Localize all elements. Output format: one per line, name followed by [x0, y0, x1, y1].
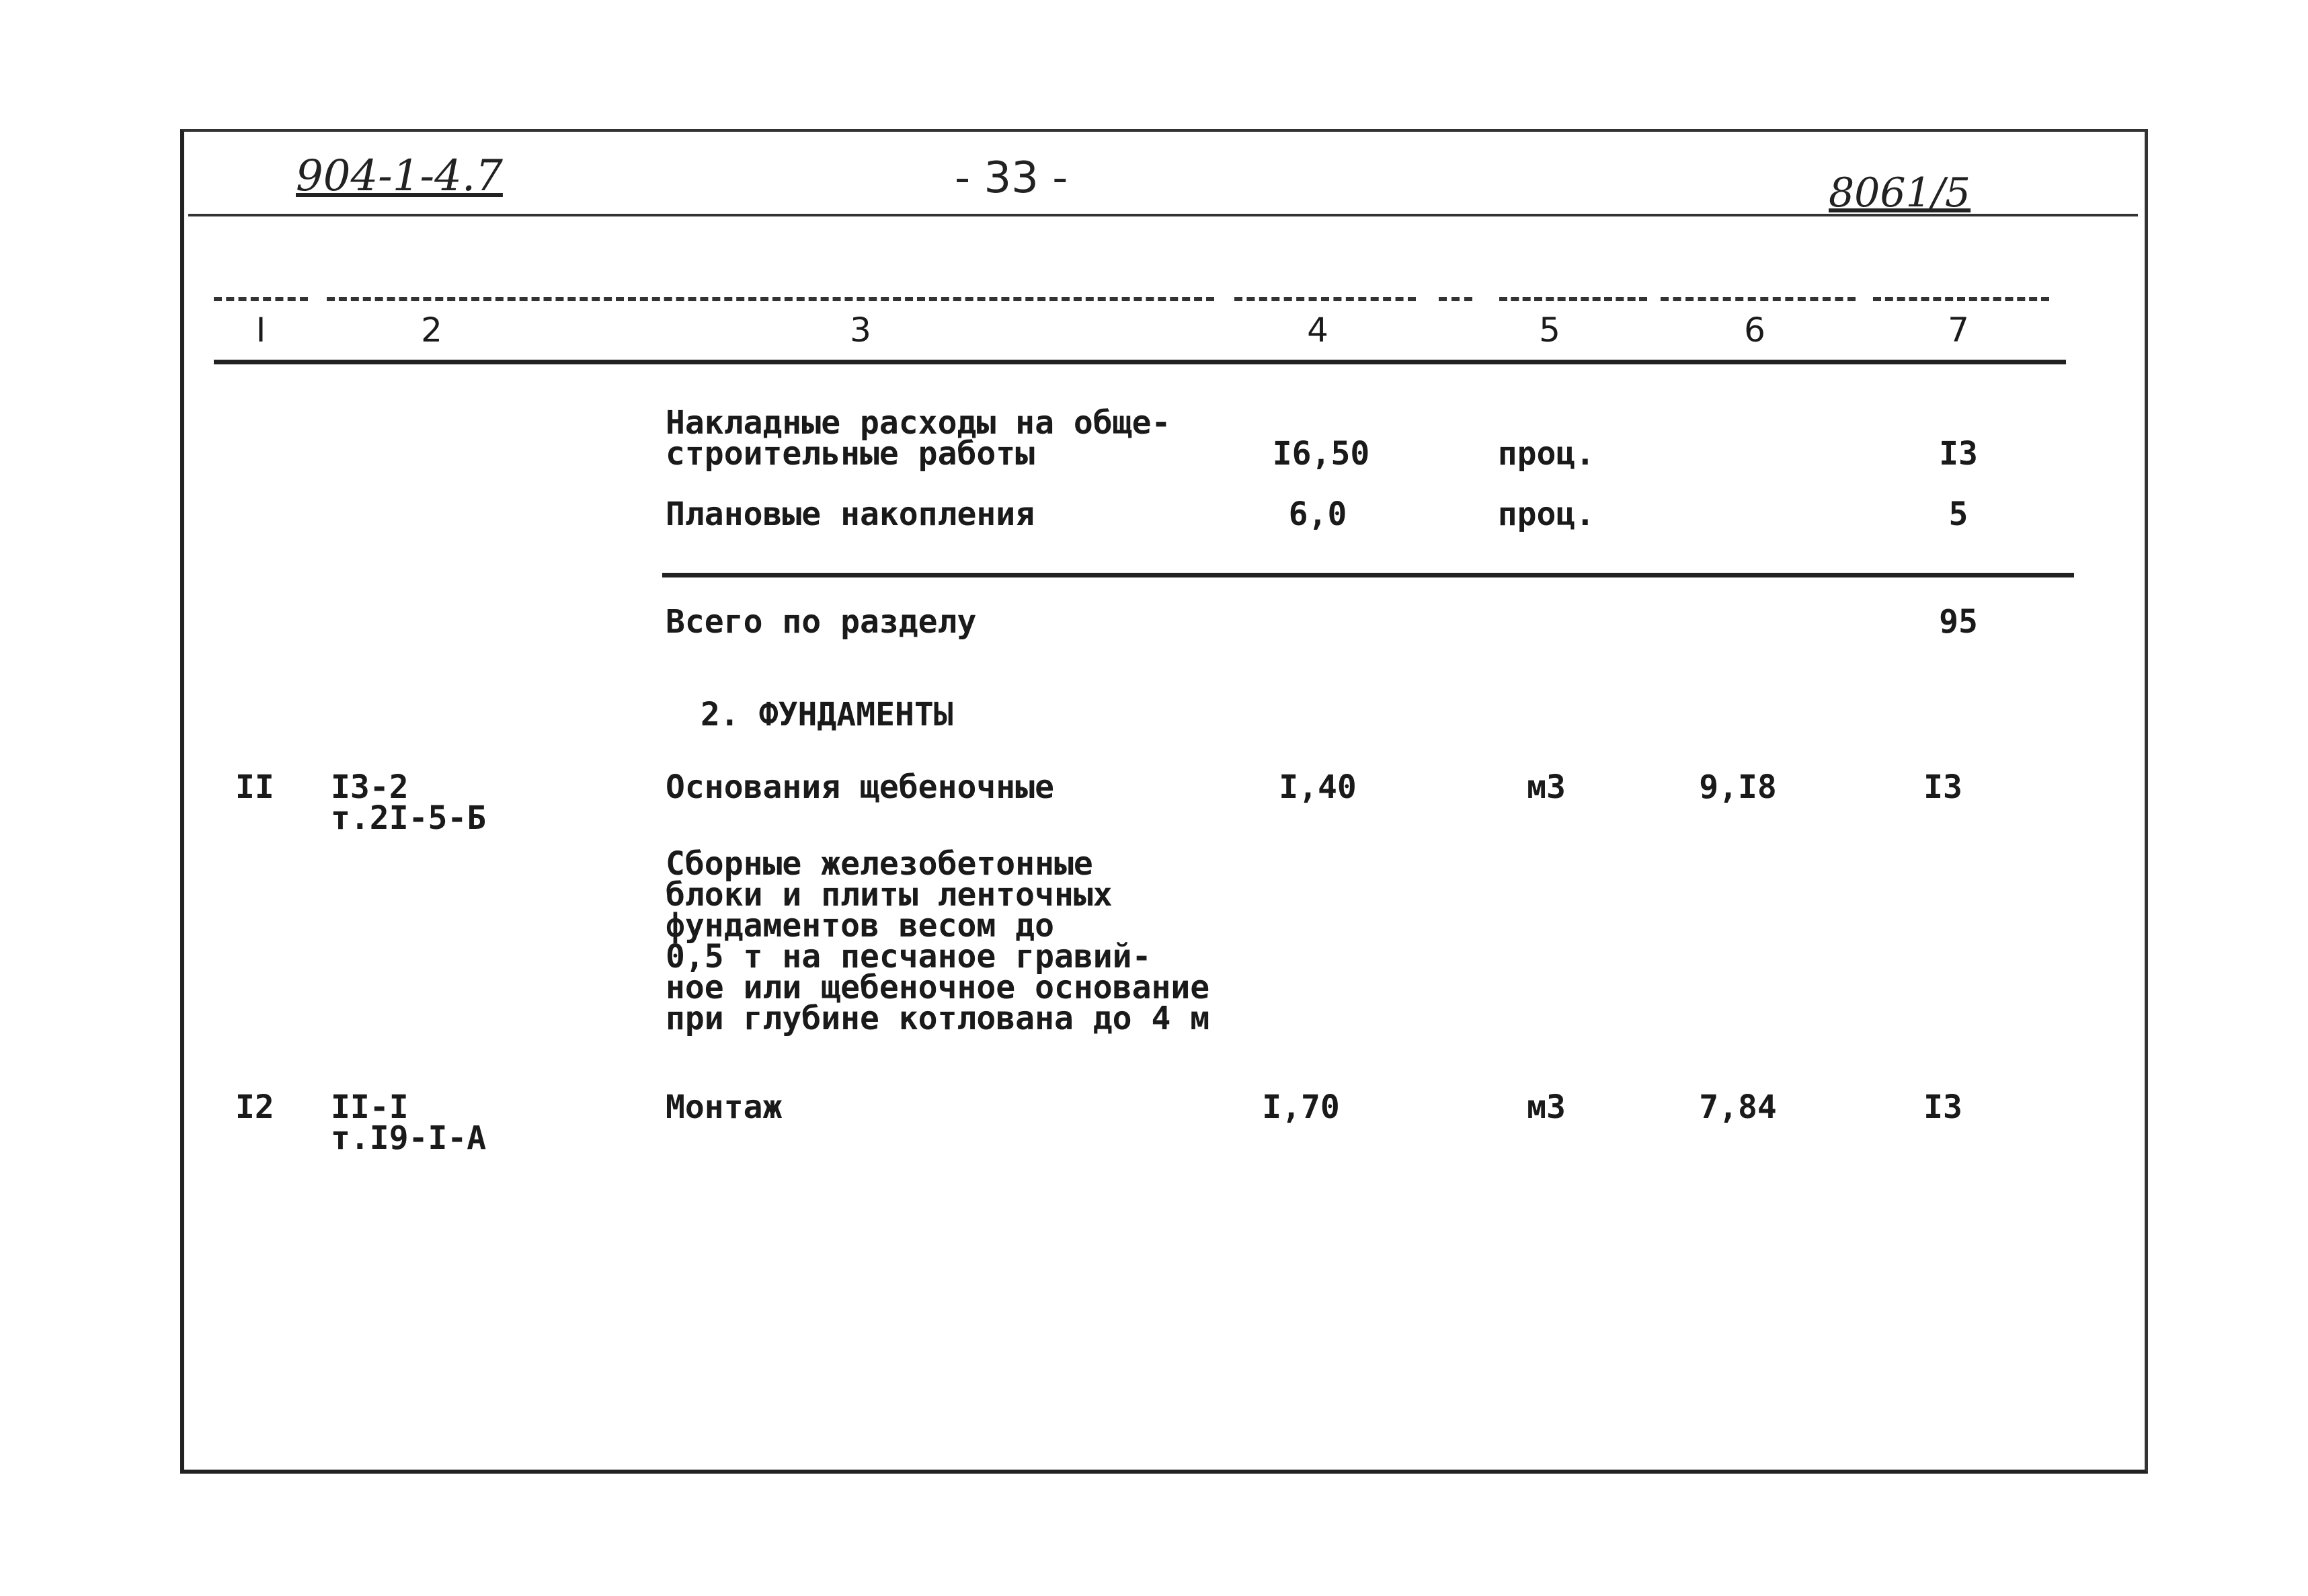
section-title: 2. ФУНДАМЕНТЫ	[701, 696, 953, 733]
header-dash-rule	[1873, 297, 2049, 301]
section-total-amount: 95	[1939, 603, 1978, 641]
sheet-code: 8061/5	[1829, 169, 1971, 216]
header-dash-rule	[1661, 297, 1856, 301]
planned-unit: проц.	[1497, 495, 1595, 533]
precast-line-4: 0,5 т на песчаное гравий-	[666, 938, 1152, 975]
precast-line-2: блоки и плиты ленточных	[666, 876, 1113, 914]
precast-blocks-description	[666, 845, 1271, 1037]
column-number-5: 5	[1539, 311, 1560, 350]
row-12-number: I2	[235, 1088, 274, 1126]
row-11-unit-price: 9,I8	[1699, 768, 1777, 806]
row-11-description: Основания щебеночные	[666, 768, 1054, 806]
page-number: - 33 -	[955, 153, 1068, 203]
precast-line-3: фундаментов весом до	[666, 907, 1054, 945]
subtotal-rule	[662, 573, 2074, 577]
column-number-7: 7	[1948, 311, 1969, 350]
overhead-amount: I3	[1939, 435, 1978, 473]
row-12-unit-price: 7,84	[1699, 1088, 1777, 1126]
row-11-number: II	[235, 768, 274, 806]
row-12-quantity: I,70	[1262, 1088, 1340, 1126]
planned-rate: 6,0	[1288, 495, 1347, 533]
row-12-unit: м3	[1527, 1088, 1566, 1126]
overhead-line-2: строительные работы	[666, 435, 1035, 473]
row-11-code-line-2: т.2I-5-Б	[331, 799, 487, 837]
row-11-unit: м3	[1527, 768, 1566, 806]
header-bottom-rule	[214, 360, 2066, 364]
planned-amount: 5	[1948, 495, 1968, 533]
column-number-4: 4	[1307, 311, 1328, 350]
header-dash-rule	[327, 297, 1214, 301]
precast-line-6: при глубине котлована до 4 м	[666, 1000, 1210, 1037]
column-number-6: 6	[1744, 311, 1765, 350]
header-dash-rule	[1439, 297, 1472, 301]
column-number-1: I	[255, 311, 266, 350]
overhead-description	[666, 404, 1271, 473]
row-11-code-line-1: I3-2	[331, 768, 409, 806]
row-12-code-line-2: т.I9-I-А	[331, 1119, 487, 1157]
overhead-unit: проц.	[1497, 435, 1595, 473]
section-total-label: Всего по разделу	[666, 603, 977, 641]
row-12-code-line-1: II-I	[331, 1088, 409, 1126]
precast-line-5: ное или щебеночное основание	[666, 969, 1210, 1006]
overhead-rate: I6,50	[1272, 435, 1370, 473]
document-code: 904-1-4.7	[296, 151, 503, 201]
row-12-description: Монтаж	[666, 1088, 783, 1126]
row-12-code	[331, 1088, 487, 1157]
row-11-code	[331, 768, 487, 837]
overhead-line-1: Накладные расходы на обще-	[666, 404, 1171, 442]
precast-line-1: Сборные железобетонные	[666, 845, 1093, 883]
row-12-amount: I3	[1923, 1088, 1962, 1126]
row-11-quantity: I,40	[1279, 768, 1357, 806]
header-dash-rule	[1234, 297, 1416, 301]
planned-description: Плановые накопления	[666, 495, 1035, 533]
header-dash-rule	[214, 297, 308, 301]
row-11-amount: I3	[1923, 768, 1962, 806]
header-dash-rule	[1499, 297, 1647, 301]
column-number-2: 2	[421, 311, 442, 350]
column-number-3: 3	[850, 311, 871, 350]
